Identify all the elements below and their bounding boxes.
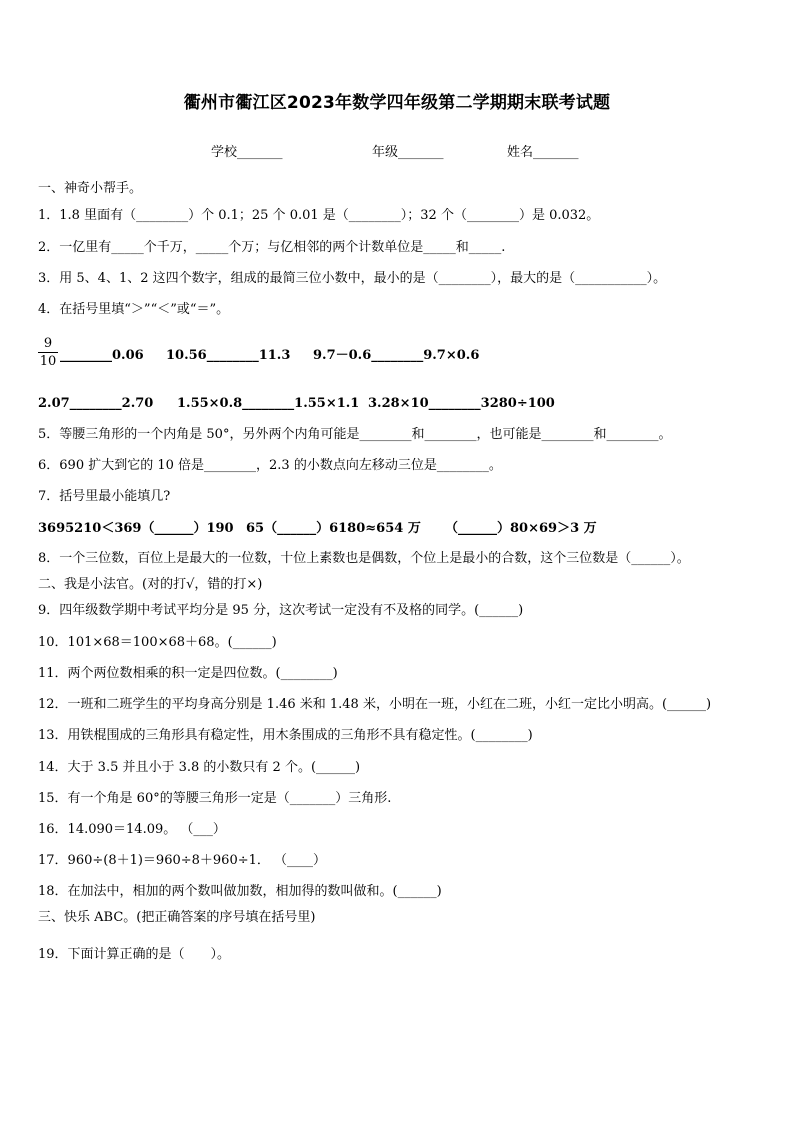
fraction-denominator: 10 <box>39 354 57 369</box>
question-18: 18．在加法中，相加的两个数叫做加数，相加得的数叫做和。(______) <box>38 884 442 899</box>
question-12: 12．一班和二班学生的平均身高分别是 1.46 米和 1.48 米，小明在一班，小红在二班，小红一定比小明高。(______) <box>38 697 712 712</box>
question-6: 6．690 扩大到它的 10 倍是________，2.3 的小数点向左移动三位是________。 <box>38 458 502 473</box>
question-1: 1．1.8 里面有（________）个 0.1；25 个 0.01 是（________）；32 个（________）是 0.032。 <box>38 208 600 223</box>
question-3: 3．用 5、4、1、2 这四个数字，组成的最简三位小数中，最小的是（________），最大的是（___________）。 <box>38 271 667 286</box>
page-title: 衢州市衢江区2023年数学四年级第二学期期末联考试题 <box>183 93 611 113</box>
compare-item-2c: 3.28×10________3280÷100 <box>368 396 555 411</box>
question-2: 2．一亿里有_____个千万，_____个万；与亿相邻的两个计数单位是_____和_____. <box>38 240 506 255</box>
question-16: 16．14.090＝14.09。 （___） <box>38 822 226 837</box>
compare-item-1a: ________0.06 <box>60 348 144 363</box>
fill-item-7b: 65（______）6180≈654 万 <box>246 521 421 536</box>
compare-item-1c: 9.7－0.6________9.7×0.6 <box>313 348 480 363</box>
grade-field: 年级_______ <box>372 145 444 160</box>
section-2-heading: 二、我是小法官。(对的打√，错的打×) <box>38 577 263 592</box>
question-10: 10．101×68＝100×68＋68。(______) <box>38 635 277 650</box>
question-5: 5．等腰三角形的一个内角是 50°，另外两个内角可能是________和________，也可能是________和________。 <box>38 427 672 442</box>
question-7: 7．括号里最小能填几? <box>38 489 171 504</box>
question-9: 9．四年级数学期中考试平均分是 95 分，这次考试一定没有不及格的同学。(______) <box>38 603 524 618</box>
question-17: 17．960÷(8＋1)＝960÷8＋960÷1． （____） <box>38 853 327 868</box>
school-field: 学校_______ <box>211 145 283 160</box>
name-field: 姓名_______ <box>507 145 579 160</box>
question-8: 8．一个三位数，百位上是最大的一位数，十位上素数也是偶数，个位上是最小的合数，这个三位数是（______）。 <box>38 551 690 566</box>
question-13: 13．用铁棍围成的三角形具有稳定性，用木条围成的三角形不具有稳定性。(________) <box>38 728 533 743</box>
fraction-bar <box>38 352 58 353</box>
question-15: 15．有一个角是 60°的等腰三角形一定是（_______）三角形. <box>38 791 392 806</box>
question-11: 11．两个两位数相乘的积一定是四位数。(________) <box>38 666 338 681</box>
section-1-heading: 一、神奇小帮手。 <box>38 181 143 196</box>
question-4: 4．在括号里填“＞”“＜”或“＝”。 <box>38 302 230 317</box>
question-19: 19．下面计算正确的是（ ）。 <box>38 947 231 962</box>
section-3-heading: 三、快乐 ABC。(把正确答案的序号填在括号里) <box>38 910 316 925</box>
question-14: 14．大于 3.5 并且小于 3.8 的小数只有 2 个。(______) <box>38 760 361 775</box>
compare-item-1b: 10.56________11.3 <box>166 348 291 363</box>
compare-item-2a: 2.07________2.70 <box>38 396 154 411</box>
fraction-nine-tenths <box>38 336 58 369</box>
compare-item-2b: 1.55×0.8________1.55×1.1 <box>177 396 360 411</box>
fill-item-7a: 3695210＜369（______）190 <box>38 521 234 536</box>
fraction-numerator: 9 <box>43 336 53 351</box>
fill-item-7c: （______）80×69＞3 万 <box>445 521 597 536</box>
